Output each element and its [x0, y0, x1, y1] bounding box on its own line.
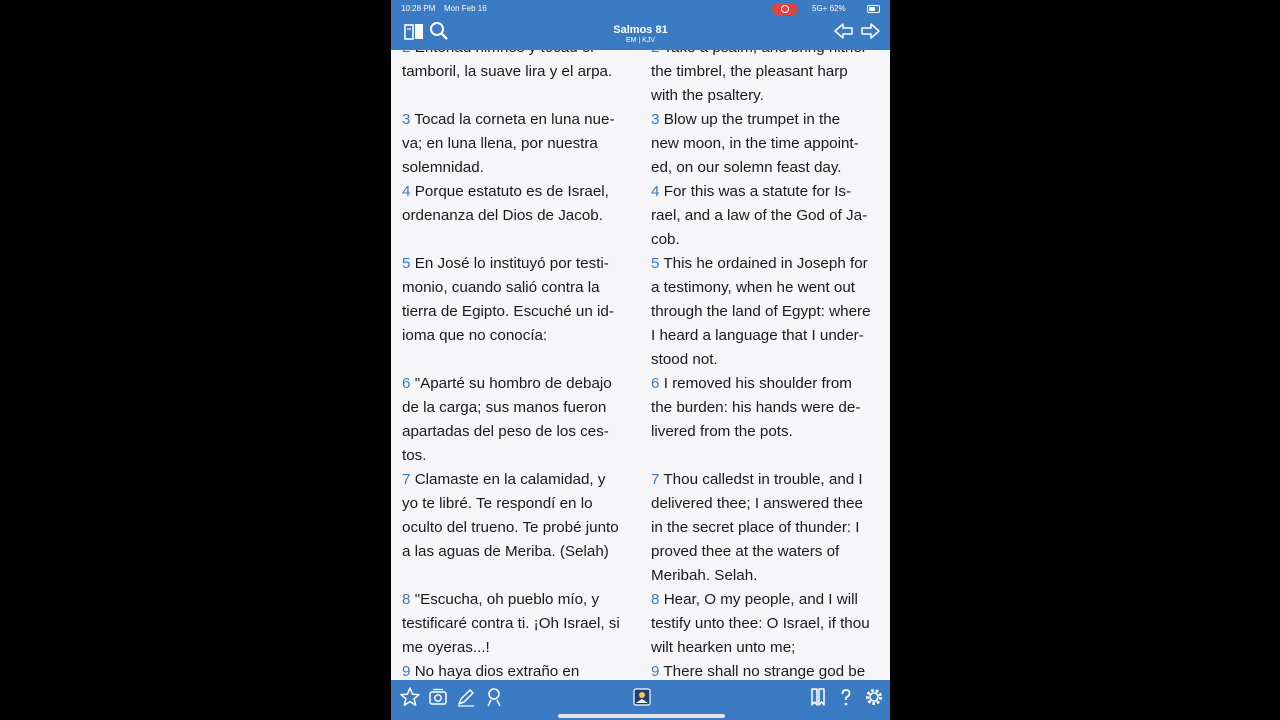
translations-subtitle[interactable]: EM | KJV — [625, 37, 656, 44]
pen-icon[interactable] — [455, 686, 477, 708]
ipad-screen — [391, 0, 890, 720]
verse-es-2[interactable]: tamboril, la suave lira y el arpa. — [402, 63, 613, 80]
verse-en-6[interactable]: 6 I removed his shoulder from the burden: his hands were de- livered from the pots. — [651, 375, 861, 440]
verse-en-9[interactable]: 9 There shall no strange god be — [651, 663, 866, 680]
battery-icon — [867, 5, 880, 13]
verse-es-5[interactable]: 5 En José lo instituyó por testi- monio, cuando salió contra la tierra de Egipto. Escuché un id- ioma que no conocía: — [402, 255, 614, 344]
history-icon[interactable] — [427, 686, 449, 708]
verse-es-9[interactable]: 9 No haya dios extraño en — [402, 663, 580, 680]
book-chapter-title[interactable]: Salmos 81 — [613, 24, 668, 36]
verse-en-2[interactable]: the timbrel, the pleasant harp with the psaltery. — [651, 63, 848, 104]
verse-en-4[interactable]: 4 For this was a statute for Is- rael, and a law of the God of Ja- cob. — [651, 183, 868, 248]
verse-en-7[interactable]: 7 Thou calledst in trouble, and I delivered thee; I answered thee in the secret place of thunder: I proved thee at the waters of Meribah. Selah. — [651, 471, 863, 584]
screen-record-icon — [772, 3, 798, 15]
status-date: Mon Feb 16 — [444, 4, 487, 13]
verse-es-7[interactable]: 7 Clamaste en la calamidad, y yo te libré. Te respondí en lo oculto del trueno. Te probé junto a las aguas de Meriba. (Selah) — [402, 471, 619, 560]
top-navigation-bar — [391, 0, 890, 50]
bookmarks-icon[interactable] — [807, 686, 829, 708]
help-icon[interactable] — [835, 686, 857, 708]
forward-arrow-icon[interactable] — [860, 22, 880, 40]
verse-es-6[interactable]: 6 "Aparté su hombro de debajo de la carga; sus manos fueron apartadas del peso de los ces- tos. — [402, 375, 612, 464]
reading-plan-icon[interactable] — [631, 686, 653, 708]
english-column — [651, 36, 887, 684]
verse-es-3[interactable]: 3 Tocad la corneta en luna nue- va; en luna llena, por nuestra solemnidad. — [402, 111, 615, 176]
star-icon[interactable] — [399, 686, 421, 708]
home-indicator[interactable] — [558, 714, 725, 718]
verse-es-4[interactable]: 4 Porque estatuto es de Israel, ordenanza del Dios de Jacob. — [402, 183, 609, 224]
network-battery-text: 5G+ 62% — [812, 4, 846, 13]
spanish-column — [402, 36, 634, 684]
parallel-icon[interactable] — [483, 686, 505, 708]
back-arrow-icon[interactable] — [834, 22, 854, 40]
status-bar — [391, 0, 890, 18]
gear-icon[interactable] — [863, 686, 885, 708]
verse-en-5[interactable]: 5 This he ordained in Joseph for a testimony, when he went out through the land of Egypt: where I heard a language that I under- stood not. — [651, 255, 871, 368]
status-time: 10:28 PM — [401, 4, 436, 13]
bottom-toolbar — [391, 680, 890, 720]
verse-en-3[interactable]: 3 Blow up the trumpet in the new moon, in the time appoint- ed, on our solemn feast day. — [651, 111, 859, 176]
parallel-text-view[interactable] — [391, 50, 890, 680]
verse-en-8[interactable]: 8 Hear, O my people, and I will testify unto thee: O Israel, if thou wilt hearken unto me; — [651, 591, 870, 656]
verse-es-8[interactable]: 8 "Escucha, oh pueblo mío, y testificaré contra ti. ¡Oh Israel, si me oyeras...! — [402, 591, 620, 656]
